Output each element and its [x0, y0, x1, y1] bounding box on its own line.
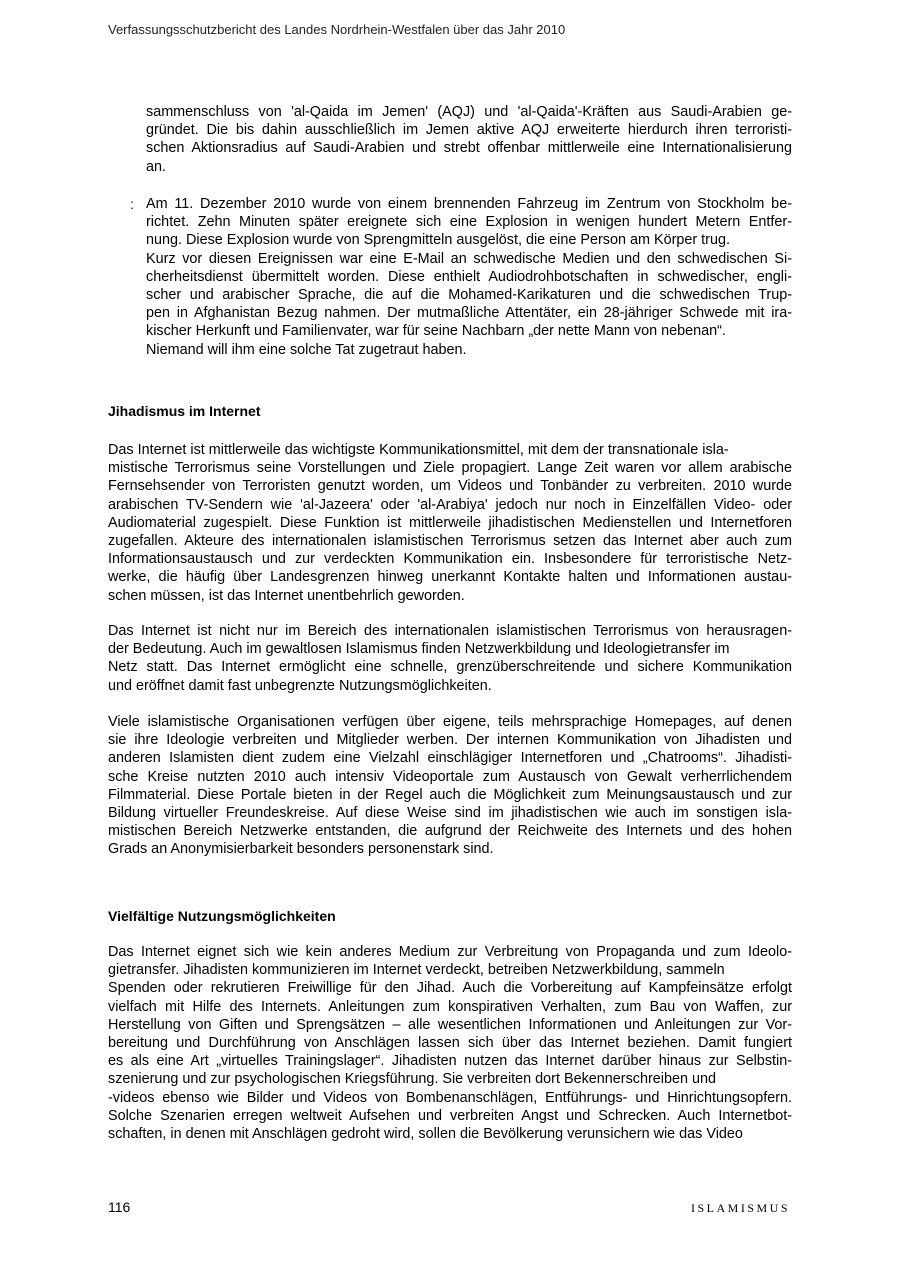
- paragraph-line: Netz statt. Das Internet ermöglicht eine schnelle, grenzüberschreitende und sichere Kommunikation: [108, 659, 792, 676]
- paragraph-line: Das Internet eignet sich wie kein anderes Medium zur Verbreitung von Propaganda und zum Ideolo-: [108, 944, 792, 960]
- paragraph-line: Spenden oder rekrutieren Freiwillige für den Jihad. Auch die Vorbereitung auf Kampfeinsätze erfolgt: [108, 980, 792, 997]
- paragraph-line: bereitung und Durchführung von Anschlägen lassen sich über das Internet beziehen. Damit fungiert: [108, 1035, 792, 1051]
- paragraph-line: gietransfer. Jihadisten kommunizieren im Internet verdeckt, betreiben Netzwerkbildung, sammeln: [108, 962, 725, 979]
- paragraph-line: szenierung und zur psychologischen Kriegsführung. Sie verbreiten dort Bekennerschreiben und: [108, 1071, 716, 1088]
- paragraph-line: anderen Islamisten dient zudem eine Vielzahl einschlägiger Internetforen und „Chatrooms“. Jihadisti-: [108, 750, 792, 767]
- paragraph-line: Das Internet ist mittlerweile das wichtigste Kommunikationsmittel, mit dem der transnationale isla-: [108, 442, 729, 458]
- page-number: 116: [108, 1199, 131, 1215]
- paragraph-line: schaften, in denen mit Anschlägen gedroht wird, sollen die Bevölkerung verunsichern wie das Video: [108, 1126, 743, 1142]
- running-head: Verfassungsschutzbericht des Landes Nordrhein-Westfalen über das Jahr 2010: [108, 22, 566, 37]
- paragraph-line: der Bedeutung. Auch im gewaltlosen Islamismus finden Netzwerkbildung und Ideologietransfer im: [108, 641, 730, 658]
- paragraph-line: werke, die häufig über Landesgrenzen hinweg unerkannt Kontakte halten und Informationen austau-: [108, 569, 792, 586]
- paragraph-line: -videos ebenso wie Bilder und Videos von Bombenanschlägen, Entführungs- und Hinrichtungsopfern.: [108, 1089, 792, 1106]
- paragraph-line: Solche Szenarien erregen weltweit Aufsehen und verbreiten Angst und Schrecken. Auch Internetbot-: [108, 1107, 792, 1124]
- paragraph-line: mistischen Bereich Netzwerke entstanden, die aufgrund der Reichweite des Internets und des hohen: [108, 823, 792, 840]
- paragraph-line: Informationsaustausch und zur verdeckten Kommunikation ein. Insbesondere für terroristische Netz-: [108, 551, 792, 568]
- paragraph-line: gründet. Die bis dahin ausschließlich im Jemen aktive AQJ erweiterte hierdurch ihren terroristi-: [146, 122, 792, 139]
- paragraph-line: Grads an Anonymisierbarkeit besonders personenstark sind.: [108, 841, 494, 858]
- paragraph-line: Filmmaterial. Diese Portale bieten in der Regel auch die Möglichkeit zum Meinungsaustausch und zur: [108, 786, 792, 803]
- paragraph-line: kischer Herkunft und Familienvater, war für seine Nachbarn „der nette Mann von nebenan“.: [146, 323, 726, 340]
- paragraph-line: schen müssen, ist das Internet unentbehrlich geworden.: [108, 587, 465, 604]
- paragraph-line: Bildung virtueller Freundeskreise. Auf diese Weise sind im jihadistischen wie auch im sonstigen isla-: [108, 805, 792, 821]
- paragraph-line: schen Aktionsradius auf Saudi-Arabien und strebt offenbar mittlerweile eine Internationalisierung: [146, 140, 792, 157]
- paragraph-line: nung. Diese Explosion wurde von Sprengmitteln ausgelöst, die eine Person am Körper trug.: [146, 232, 730, 249]
- paragraph-line: Kurz vor diesen Ereignissen war eine E-Mail an schwedische Medien und den schwedischen Si-: [146, 250, 792, 267]
- paragraph-line: Niemand will ihm eine solche Tat zugetraut haben.: [146, 341, 467, 358]
- paragraph-line: Fernsehsender von Terroristen genutzt worden, um Videos und Tonbänder zu verbreiten. 2010 wurde: [108, 478, 792, 495]
- paragraph-line: Das Internet ist nicht nur im Bereich des internationalen islamistischen Terrorismus von herausragen-: [108, 623, 792, 639]
- paragraph-line: an.: [146, 158, 167, 175]
- paragraph-line: pen in Afghanistan Bezug nahmen. Der mutmaßliche Attentäter, ein 28-jähriger Schwede mit ira-: [146, 305, 792, 322]
- paragraph-line: mistische Terrorismus seine Vorstellungen und Ziele propagiert. Lange Zeit waren vor allem arabische: [108, 460, 792, 477]
- paragraph-line: scher und arabischer Sprache, die auf die Mohamed-Karikaturen und die schwedischen Trup-: [146, 287, 792, 303]
- paragraph-line: sche Kreise nutzten 2010 auch intensiv Videoportale zum Austausch von Gewalt verherrlichendem: [108, 768, 792, 785]
- paragraph-line: und eröffnet damit fast unbegrenzte Nutzungsmöglichkeiten.: [108, 677, 492, 694]
- bullet-marker: :: [130, 196, 134, 212]
- paragraph-line: es als eine Art „virtuelles Trainingslager“. Jihadisten nutzen das Internet darüber hinaus zur Selbstin-: [108, 1053, 792, 1070]
- paragraph-line: Herstellung von Giften und Sprengsätzen – alle wesentlichen Informationen und Anleitungen zur Vor-: [108, 1016, 792, 1033]
- paragraph-line: sammenschluss von 'al-Qaida im Jemen' (AQJ) und 'al-Qaida'-Kräften aus Saudi-Arabien ge-: [146, 104, 792, 120]
- section-label: ISLAMISMUS: [690, 1201, 790, 1215]
- paragraph-line: vielfach mit Hilfe des Internets. Anleitungen zum konspirativen Verhalten, zum Bau von Waffen, zur: [108, 998, 792, 1015]
- paragraph-line: sie ihre Ideologie verbreiten und Mitglieder werben. Der internen Kommunikation von Jihadisten und: [108, 732, 792, 749]
- paragraph-line: zugefallen. Akteure des internationalen islamistischen Terrorismus setzen das Internet aber auch zum: [108, 533, 792, 549]
- section-heading: Jihadismus im Internet: [108, 403, 261, 419]
- paragraph-line: Am 11. Dezember 2010 wurde von einem brennenden Fahrzeug im Zentrum von Stockholm be-: [146, 196, 792, 212]
- paragraph-line: arabischen TV-Sendern wie 'al-Jazeera' oder 'al-Arabiya' jedoch nur noch in Einzelfällen Video- oder: [108, 496, 792, 513]
- paragraph-line: Viele islamistische Organisationen verfügen über eigene, teils mehrsprachige Homepages, auf denen: [108, 714, 792, 730]
- section-heading: Vielfältige Nutzungsmöglichkeiten: [108, 908, 336, 924]
- paragraph-line: Audiomaterial zugespielt. Diese Funktion ist mittlerweile jihadistischen Medienstellen und Internetforen: [108, 514, 792, 531]
- paragraph-line: cherheitsdienst übermittelt worden. Diese enthielt Audiodrohbotschaften in schwedischer, engli-: [146, 268, 792, 285]
- paragraph-line: richtet. Zehn Minuten später ereignete sich eine Explosion in wenigen hundert Metern Entfer-: [146, 214, 792, 231]
